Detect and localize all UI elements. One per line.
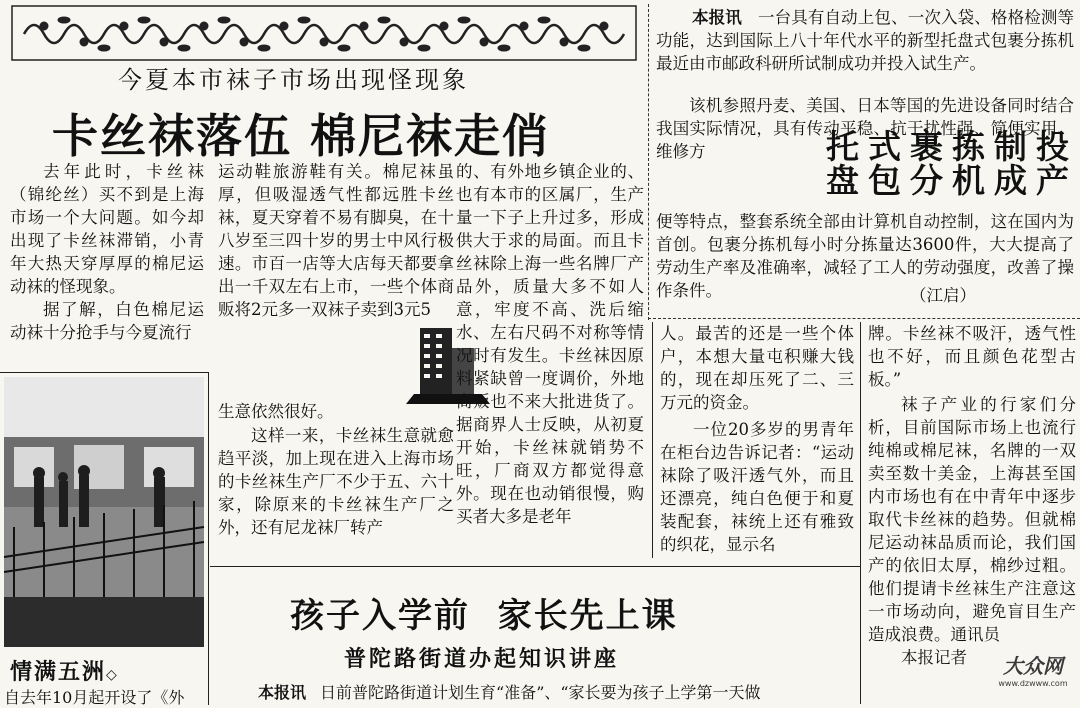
- article2-text-1: 一台具有自动上包、一次入袋、格格检测等功能，达到国际上八十年代水平的新型托盘式包裹分拣机最近由市邮政科研所试制成功并投入试生产。: [656, 8, 1075, 73]
- article2-byline: （江启）: [910, 286, 976, 305]
- photo-box: [0, 372, 209, 705]
- watermark-url: www.dzwww.com: [998, 679, 1068, 688]
- article2-tag: 本报讯: [692, 8, 742, 27]
- article2-title-col-6: 投产: [1036, 127, 1073, 200]
- photo-caption-mark: ◇: [106, 667, 119, 683]
- article2-title-col-3: 裹分: [910, 127, 947, 200]
- article2-paragraph-1: [656, 6, 1074, 96]
- article2-text-2b: 便等特点，整套系统全部由计算机自动控制，这在国内为首创。包裹分拣机每小时分拣量达3600件，大大提高了劳动生产率及准确率，减轻了工人的劳动强度，改善了操作条件。: [656, 212, 1074, 300]
- article1-paragraph-5: 这样一来，卡丝袜生意就愈趋平淡，加上现在进入上海市场的卡丝袜生产厂不少于五、六十家，除原来的卡丝袜生产厂之外，还有尼龙袜厂转产: [218, 426, 454, 537]
- article2-paragraph-2a: [656, 94, 1074, 161]
- decorative-floral-border: [10, 4, 638, 62]
- article1-column-2c: [218, 424, 454, 564]
- article1-paragraph-9: 牌。卡丝袜不吸汗，透气性也不好，而且颜色花型古板。”: [868, 324, 1076, 389]
- article2-title-col-4: 拣机: [952, 127, 989, 200]
- article1-column-1: [10, 160, 204, 375]
- article3-top-rule: [210, 566, 860, 567]
- article3-lead: [258, 680, 858, 703]
- article1-subheadline: 今夏本市袜子市场出现怪现象: [118, 66, 469, 94]
- article1-paragraph-2: 据了解，白色棉尼运动袜十分抢手与今夏流行: [10, 300, 204, 342]
- article1-paragraph-1: 去年此时，卡丝袜（锦纶丝）买不到是上海市场一个大问题。如今却出现了卡丝袜滞销，小青年大热天穿厚厚的棉尼运动袜的怪现象。: [10, 162, 204, 296]
- watermark: [990, 650, 1076, 696]
- article2-border-left: [648, 4, 649, 320]
- article1-paragraph-6: 的、有外地乡镇企业的、也有本市的区属厂，生产量一下子上升过多，形成供大于求的局面。而且卡丝袜除上海一些名牌厂产品外，质量大多不如人意，牢度不高、洗后缩水、左右尺码不对称等情况时有发生。卡丝袜因原料紧缺曾一度调价，外地商贩也不来大批进货了。据商界人士反映，从初夏开始，卡丝袜就销势不旺，厂商双方都觉得意外。现在也动销很慢，购买者大多是老年: [456, 162, 644, 526]
- column-rule: [652, 322, 653, 558]
- article1-column-3: [456, 160, 644, 564]
- watermark-logo: 大众网: [1003, 654, 1063, 678]
- article1-column-5: [868, 322, 1076, 704]
- article1-headline: 卡丝袜落伍 棉尼袜走俏: [52, 109, 551, 163]
- article1-paragraph-3: 运动鞋旅游鞋有关。棉尼袜虽厚，但吸湿透气性都远胜卡丝袜，夏天穿着不易有脚臭，在十八岁至三四十岁的男士中风行极速。市百一店等大店每天都要拿出一千双左右上市，一些个体商贩将2元多一双袜子卖到3元5: [218, 162, 454, 319]
- article1-paragraph-10: 袜子产业的行家们分析，目前国际市场上也流行纯棉或棉尼袜，名牌的一双卖至数十美金，上海甚至国内市场也有在中青年中逐步取代卡丝袜的趋势。但就棉尼运动袜品质而论，我们国产的依旧太厚，棉纱过粗。他们提请卡丝袜生产注意这一市场动向，避免盲目生产造成浪费。通讯员: [868, 395, 1076, 644]
- photo-caption-body: 自去年10月起开设了《外: [4, 688, 185, 707]
- article3-headline: 孩子入学前 家长先上课: [290, 596, 678, 636]
- article1-paragraph-4: 生意依然很好。: [218, 402, 334, 421]
- article1-column-4: [660, 322, 854, 556]
- article2-paragraph-2b: [656, 118, 826, 210]
- article1-paragraph-7: 人。最苦的还是一些个体户，本想大量屯积赚大钱的，现在却压死了二、三万元的资金。: [660, 324, 854, 412]
- photo-caption: [10, 655, 119, 686]
- article2-box-title: [826, 127, 1076, 200]
- article2-title-col-2: 式包: [868, 127, 905, 200]
- article2-title-col-1: 托盘: [826, 127, 863, 200]
- article3-tag: 本报讯: [258, 683, 307, 702]
- photo-caption-text: 情满五洲: [10, 660, 107, 685]
- article2-text-2a-line1: 该机参照丹麦、美国、日本等国的先进设备同时结合我国实际情况，具有传动平稳、抗干扰性强、简便实用、维修方: [656, 96, 1074, 161]
- article2-paragraph-3: [656, 210, 1074, 306]
- article3-subheadline: 普陀路街道办起知识讲座: [344, 647, 620, 672]
- article3-lead-text: 日前普陀路街道计划生育“准备”、“家长要为孩子上学第一天做: [320, 683, 761, 702]
- article2-title-col-5: 制成: [994, 127, 1031, 200]
- column-rule-right: [860, 322, 861, 704]
- article1-paragraph-8: 一位20多岁的男青年在柜台边告诉记者：“运动袜除了吸汗透气外，而且还漂亮，纯白色便于和夏装配套，袜统上还有雅致的织花，显示名: [660, 420, 854, 554]
- article1-paragraph-11: 本报记者: [901, 648, 967, 667]
- street-scene-photo: [4, 377, 204, 647]
- article2-border-bottom: [648, 318, 1080, 319]
